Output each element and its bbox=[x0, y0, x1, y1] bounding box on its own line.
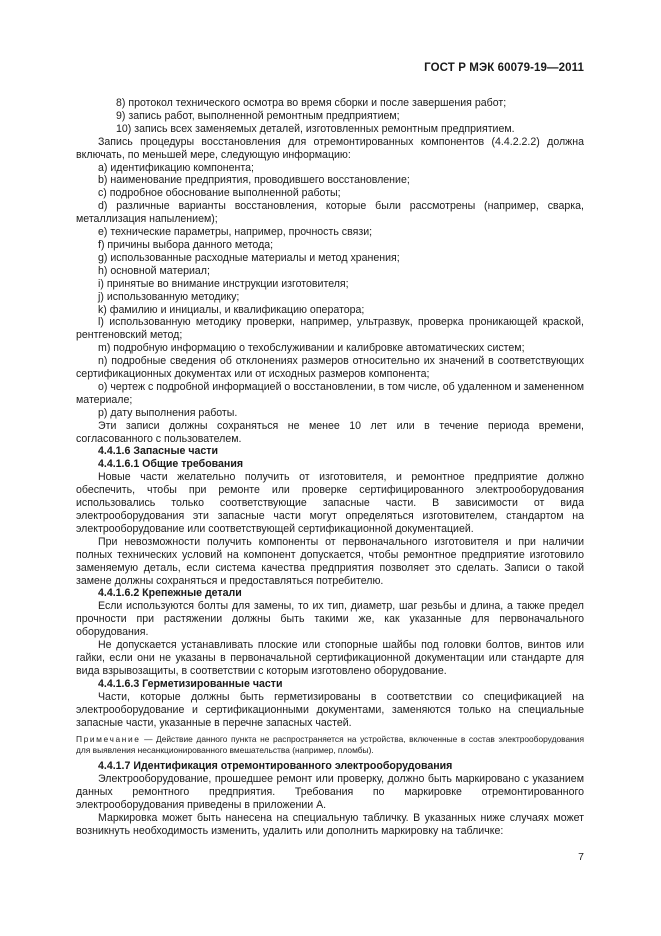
paragraph: i) принятые во внимание инструкции изготовителя; bbox=[98, 277, 349, 290]
paragraph: h) основной материал; bbox=[98, 264, 210, 277]
paragraph: а) идентификацию компонента; bbox=[98, 161, 254, 174]
paragraph: b) наименование предприятия, проводившего восстановление; bbox=[98, 174, 410, 187]
paragraph: 10) запись всех заменяемых деталей, изготовленных ремонтным предприятием. bbox=[116, 122, 515, 135]
section-heading: 4.4.1.6 Запасные части bbox=[98, 445, 218, 458]
paragraph: j) использованную методику; bbox=[98, 290, 240, 303]
paragraph: 9) запись работ, выполненной ремонтным предприятием; bbox=[116, 109, 400, 122]
paragraph: Новые части желательно получить от изготовителя, и ремонтное предприятие должно обеспечить, чтобы при ремонте или проверке сертифицированного электрооборудования использовались только соответствующие запасные части. В зависимости от вида электрооборудования эти запасные части могут определяться изготовителем, стандартом на электрооборудование или соответствующей сертификационной документацией. bbox=[76, 471, 584, 535]
document-header: ГОСТ Р МЭК 60079-19—2011 bbox=[424, 62, 584, 74]
paragraph: m) подробную информацию о техобслуживании и калибровке автоматических систем; bbox=[98, 342, 525, 355]
note bbox=[76, 734, 584, 756]
paragraph: k) фамилию и инициалы, и квалификацию оператора; bbox=[98, 303, 365, 316]
note-label: Примечание bbox=[76, 734, 141, 745]
paragraph: Маркировка может быть нанесена на специальную табличку. В указанных ниже случаях может возникнуть необходимость изменить, удалить или дополнить маркировку на табличке: bbox=[76, 812, 584, 837]
paragraph: е) технические параметры, например, прочность связи; bbox=[98, 226, 373, 239]
paragraph: Эти записи должны сохраняться не менее 10 лет или в течение периода времени, согласованного с пользователем. bbox=[76, 419, 584, 445]
paragraph: 8) протокол технического осмотра во время сборки и после завершения работ; bbox=[116, 97, 507, 109]
paragraph: d) различные варианты восстановления, которые были рассмотрены (например, сварка, металлизация напылением); bbox=[76, 200, 584, 226]
section-heading: 4.4.1.6.2 Крепежные детали bbox=[98, 587, 242, 600]
section-heading: 4.4.1.6.1 Общие требования bbox=[98, 458, 244, 471]
section-heading: 4.4.1.6.3 Герметизированные части bbox=[98, 677, 283, 690]
body-text-block bbox=[76, 97, 584, 729]
paragraph: При невозможности получить компоненты от первоначального изготовителя и при наличии полных технических условий на компонент допускается, чтобы ремонтное предприятие изготовило заменяемую деталь, если система качества предприятия позволяет это сделать. Записи о такой замене должны сохраняться и предоставляться потребителю. bbox=[76, 535, 584, 587]
paragraph: р) дату выполнения работы. bbox=[98, 406, 238, 419]
paragraph: g) использованные расходные материалы и метод хранения; bbox=[98, 251, 400, 264]
paragraph: Части, которые должны быть герметизированы в соответствии со спецификацией на электрооборудование и сертификационными документами, заменяются только на специальные запасные части, указанные в перечне запасных частей. bbox=[76, 690, 584, 729]
section-heading: 4.4.1.7 Идентификация отремонтированного электрооборудования bbox=[98, 760, 453, 773]
note-text: — Действие данного пункта не распространяется на устройства, включенные в состав электрооборудования для выявления несанкционированного вмешательства (например, пломбы). bbox=[76, 734, 584, 756]
paragraph: о) чертеж с подробной информацией о восстановлении, в том числе, об удаленном и замененном материале; bbox=[76, 380, 584, 406]
paragraph: с) подробное обоснование выполненной работы; bbox=[98, 187, 341, 200]
paragraph: Электрооборудование, прошедшее ремонт или проверку, должно быть маркировано с указанием данных ремонтного предприятия. Требования по маркировке отремонтированного электрооборудования приведены в приложении А. bbox=[76, 773, 584, 812]
body-text-block bbox=[76, 760, 584, 837]
paragraph: n) подробные сведения об отклонениях размеров относительно их значений в соответствующих сертификационных документах или от исходных размеров компонента; bbox=[76, 355, 584, 381]
document-body bbox=[76, 97, 584, 838]
paragraph: Если используются болты для замены, то их тип, диаметр, шаг резьбы и длина, а также предел прочности при растяжении должны быть такими же, как указанные для первоначального оборудования. bbox=[76, 600, 584, 639]
paragraph: l) использованную методику проверки, например, ультразвук, проверка проникающей краской, рентгеновский метод; bbox=[76, 316, 584, 342]
page-number: 7 bbox=[578, 851, 584, 863]
paragraph: Запись процедуры восстановления для отремонтированных компонентов (4.4.2.2.2) должна включать, по меньшей мере, следующую информацию: bbox=[76, 135, 584, 161]
paragraph: Не допускается устанавливать плоские или стопорные шайбы под головки болтов, винтов или гайки, если они не указаны в первоначальной сертификационной документации или стандарте для вида взрывозащиты, в соответствии с которым изготовлено оборудование. bbox=[76, 639, 584, 677]
paragraph: f) причины выбора данного метода; bbox=[98, 238, 274, 251]
